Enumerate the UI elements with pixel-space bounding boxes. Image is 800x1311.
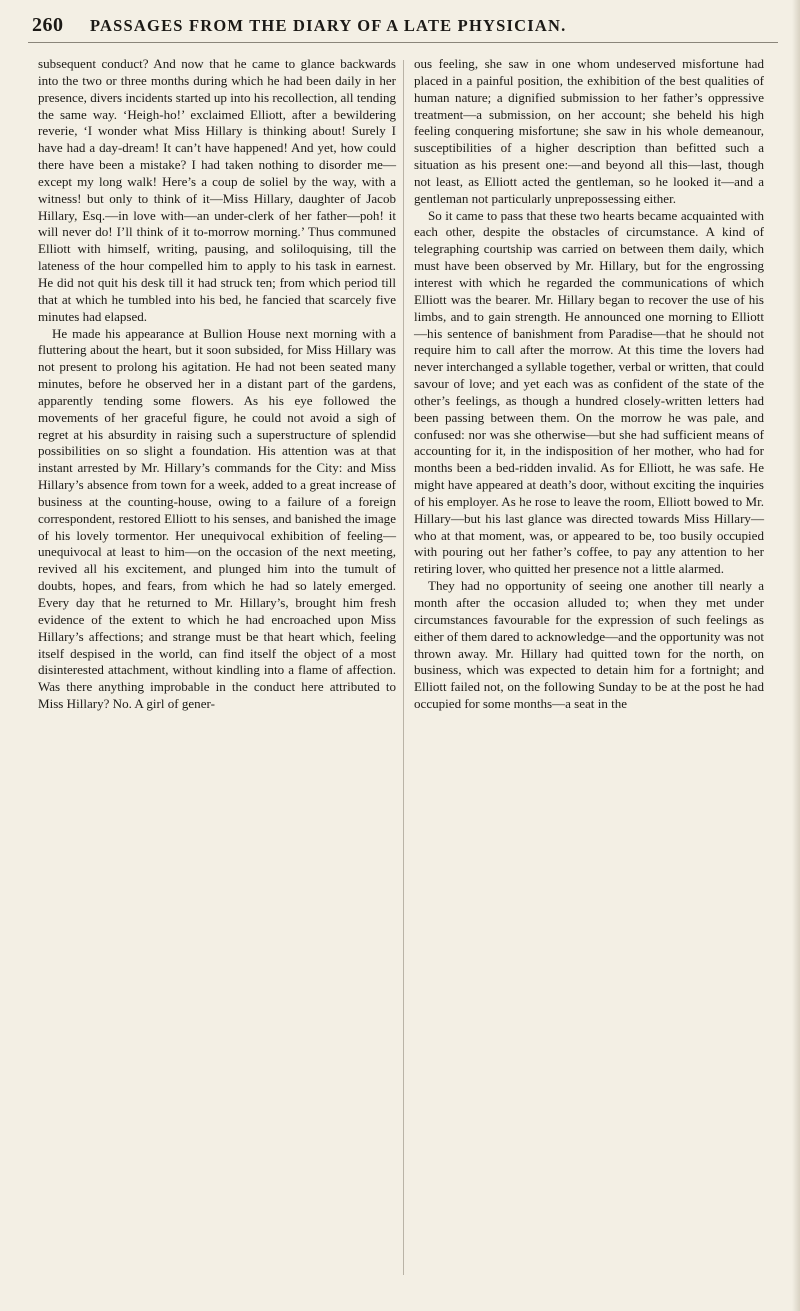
- page-edge-shadow: [792, 0, 800, 1311]
- paragraph: So it came to pass that these two hearts became acquainted with each other, despite the obstacles of circumstance. A kind of telegraphing courtship was carried on between them daily, which must have been observed by Mr. Hillary, but for the engrossing interest with which he regarded the communications of which Elliott was the bearer. Mr. Hillary began to recover the use of his limbs, and to gain strength. He announced one morning to Elliott—his sentence of banishment from Paradise—that he should not require him to call after the morrow. At this time the lovers had never interchanged a syllable together, verbal or written, that could savour of love; and yet each was as confident of the state of the other’s feelings, as though a hundred closely-written letters had been passing between them. On the morrow he was pale, and confused: nor was she otherwise—but she had sufficient means of accounting for it, in the indisposition of her mother, who had for months been a bed-ridden invalid. As for Elliott, he was safe. He might have appeared at death’s door, without exciting the inquiries of his employer. As he rose to leave the room, Elliott bowed to Mr. Hillary—but his last glance was directed towards Miss Hillary—who at that moment, was, or appeared to be, too busily occupied with pouring out her father’s coffee, to pay any attention to her retiring lover, who quitted her presence not a little alarmed.: [414, 207, 764, 577]
- running-header: [28, 14, 778, 43]
- paragraph: They had no opportunity of seeing one another till nearly a month after the occasion alluded to; when they met under circumstances favourable for the expression of such feelings as either of them dared to acknowledge—and the opportunity was not thrown away. Mr. Hillary had quitted town for the north, on business, which was expected to detain him for a fortnight; and Elliott failed not, on the following Sunday to be at the post he had occupied for some months—a seat in the: [414, 578, 764, 712]
- left-column: [38, 56, 396, 713]
- page-number: 260: [32, 14, 64, 36]
- column-divider: [403, 60, 404, 1275]
- paragraph: subsequent conduct? And now that he came to glance backwards into the two or three months during which he had been daily in her presence, divers incidents started up into his recollection, all tending the same way. ‘Heigh-ho!’ exclaimed Elliott, after a bewildering reverie, ‘I wonder what Miss Hillary is thinking about! Surely I have had a day-dream! It can’t have happened! And yet, how could there have been a mistake? I had taken nothing to disorder me—except my long walk! Here’s a coup de soliel by the way, with a witness! but only to think of it—Miss Hillary, daughter of Jacob Hillary, Esq.—in love with—an under-clerk of her father—poh! it will never do! I’ll think of it to-morrow morning.’ Thus communed Elliott with himself, writing, pausing, and soliloquising, till the lateness of the hour compelled him to apply to his task in earnest. He did not quit his desk till it had struck ten; from which period till that at which he tumbled into his bed, he fancied that scarcely five minutes had elapsed.: [38, 56, 396, 324]
- right-column: [414, 56, 764, 713]
- paragraph: ous feeling, she saw in one whom undeserved misfortune had placed in a painful position, the exhibition of the best qualities of human nature; a dignified submission to her father’s oppressive treatment—a submission, on her account; she beheld his high feeling conquering misfortune; she saw in his whole demeanour, susceptibilities of a higher description than befitted such a situation as his present one:—and beyond all this—last, though not least, as Elliott acted the gentleman, so he looked it—and a gentleman not particularly unprepossessing either.: [414, 56, 764, 206]
- running-head: PASSAGES FROM THE DIARY OF A LATE PHYSICIAN.: [90, 16, 567, 35]
- paragraph: He made his appearance at Bullion House next morning with a fluttering about the heart, but it soon subsided, for Miss Hillary was not present to prolong his agitation. He had not been seated many minutes, before he observed her in a distant part of the gardens, apparently tending some flowers. As his eye followed the movements of her graceful figure, he could not avoid a sigh of regret at his absurdity in raising such a superstructure of splendid possibilities on so slight a foundation. His attention was at that instant arrested by Mr. Hillary’s commands for the City: and Miss Hillary’s absence from town for a week, added to a great increase of business at the counting-house, owing to a failure of a foreign correspondent, restored Elliott to his senses, and banished the image of his lovely tormentor. Her unequivocal exhibition of feeling—unequivocal at least to him—on the occasion of the next meeting, revived all his excitement, and plunged him into the tumult of doubts, hopes, and fears, from which he had so lately emerged. Every day that he returned to Mr. Hillary’s, brought him fresh evidence of the extent to which he had encroached upon Miss Hillary’s affections; and strange must be that heart which, feeling itself despised in the world, can find itself the object of a most disinterested attachment, without kindling into a flame of affection. Was there anything improbable in the conduct here attributed to Miss Hillary? No. A girl of gener-: [38, 325, 396, 712]
